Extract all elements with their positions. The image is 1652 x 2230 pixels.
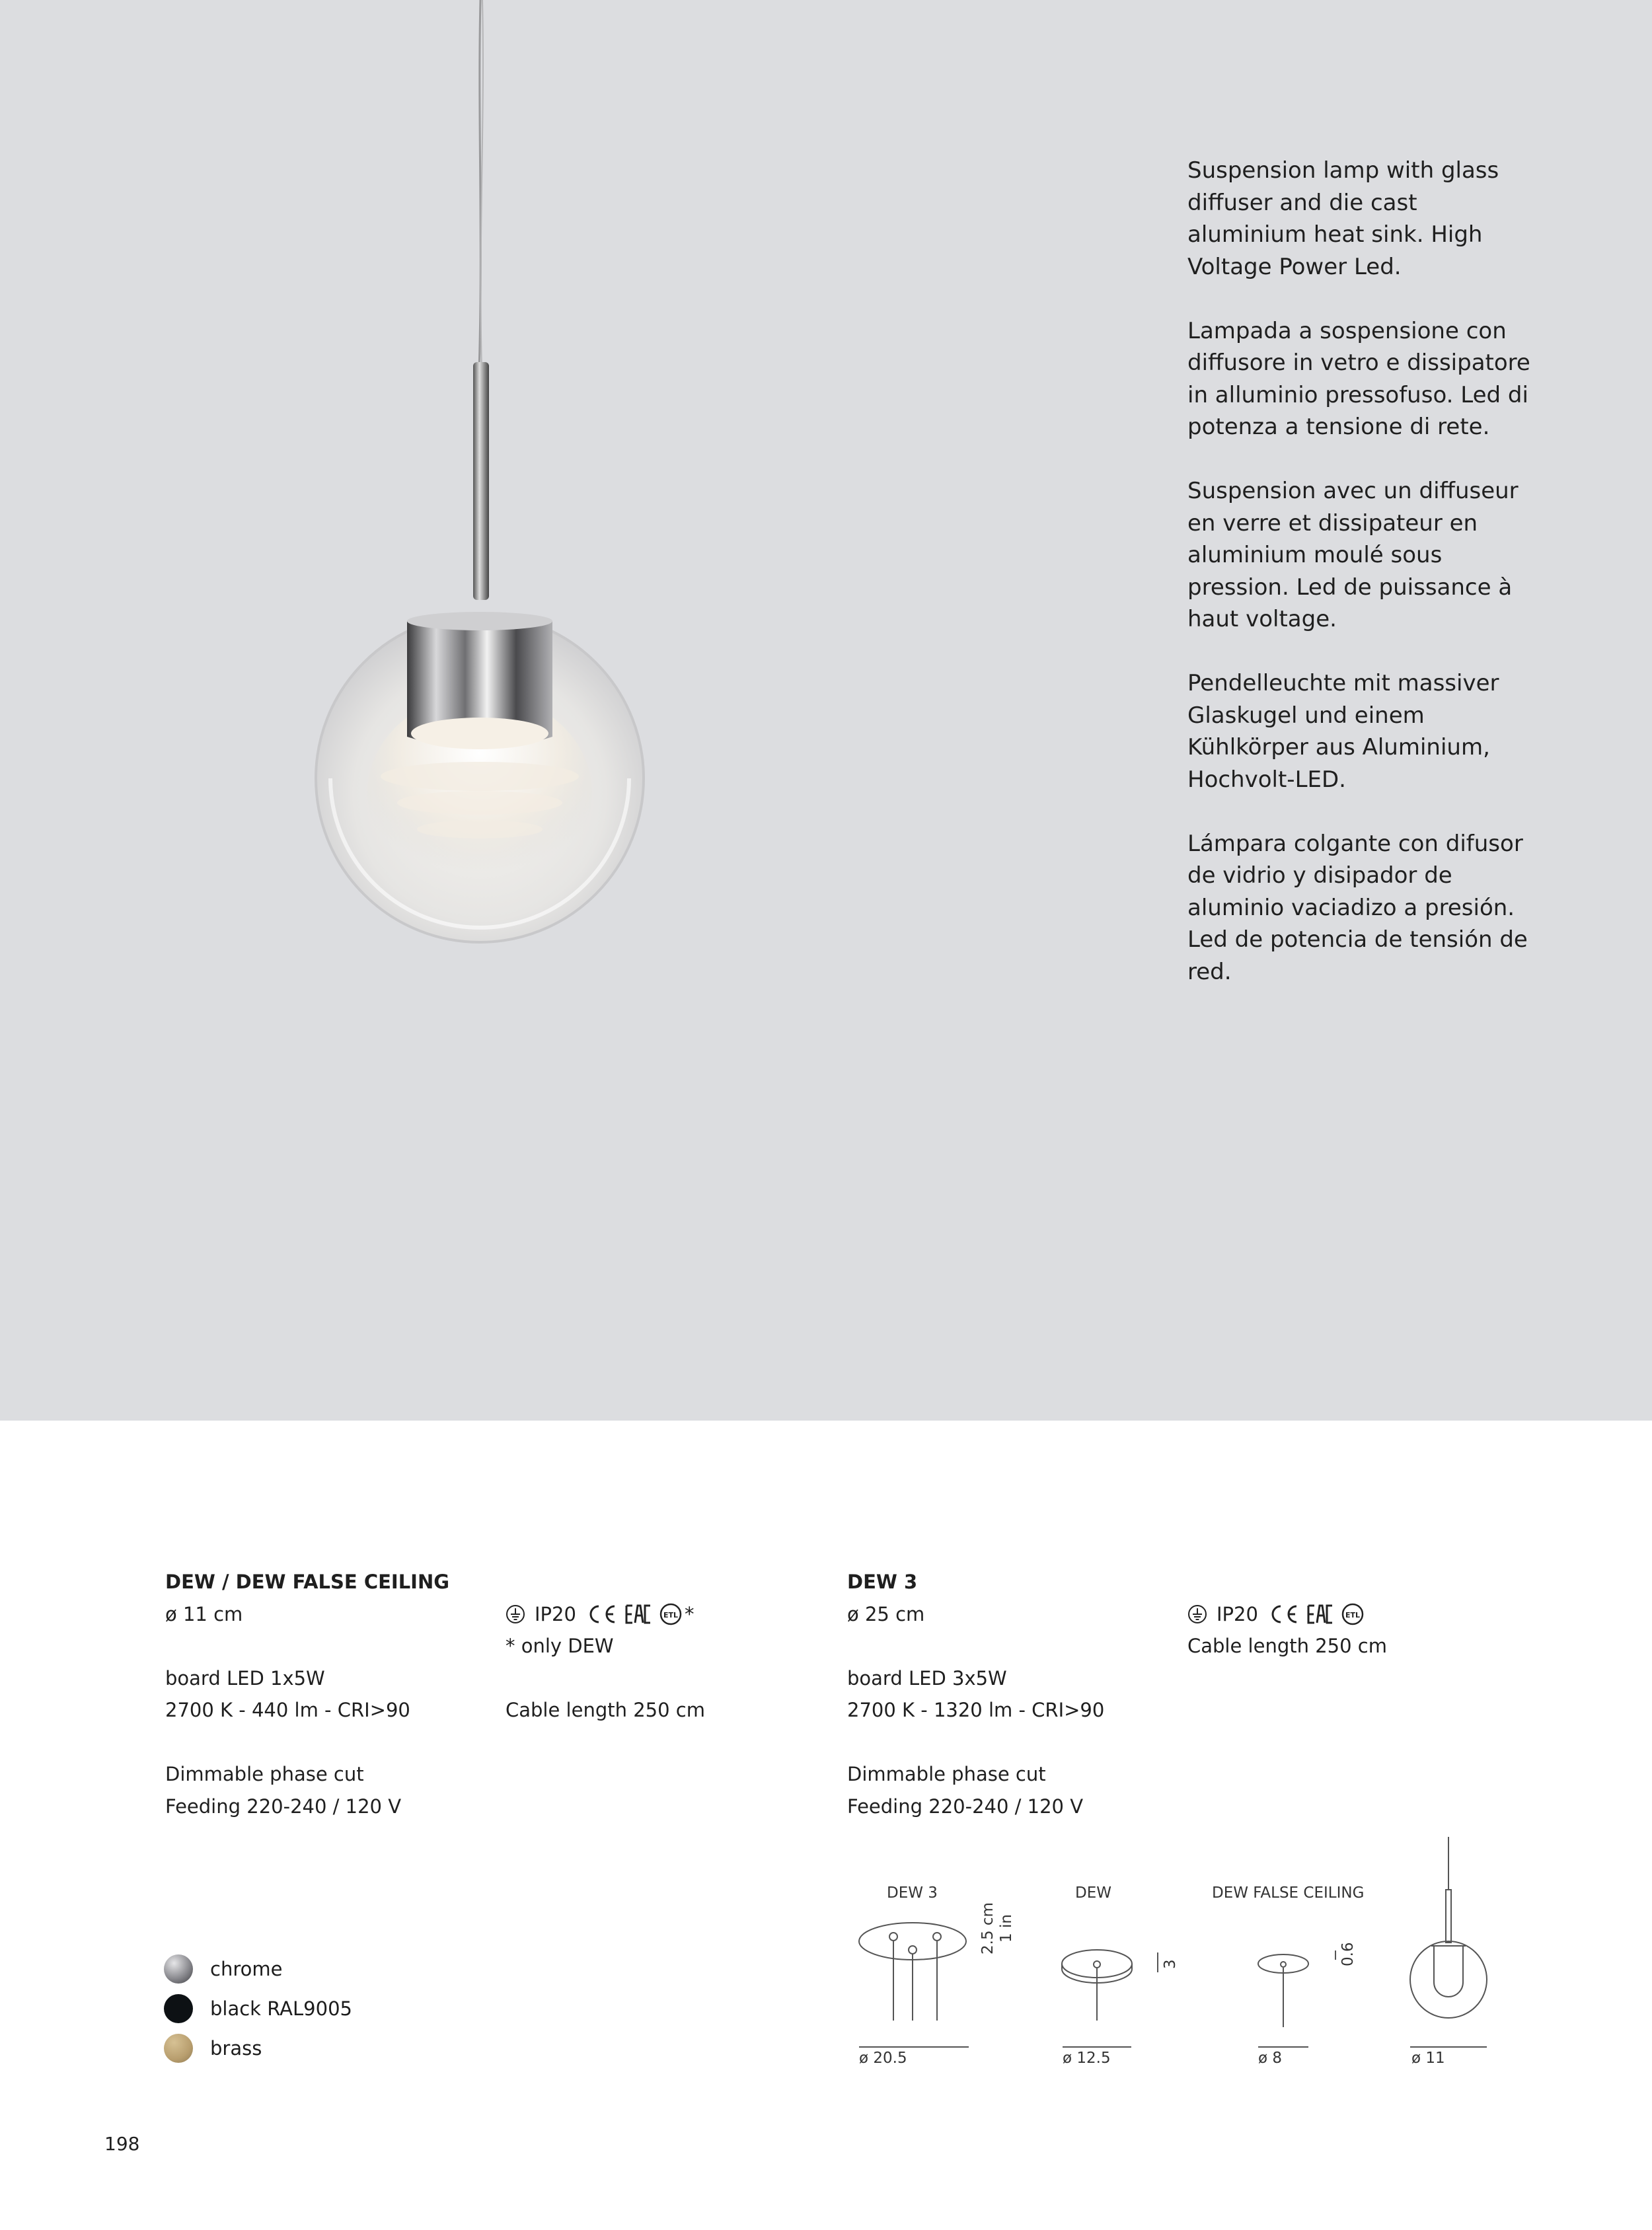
- eac-mark-icon: [625, 1604, 652, 1625]
- dew-dimming: Dimmable phase cut: [165, 1763, 364, 1785]
- dew3-diameter-dim: ø 20.5: [859, 2050, 907, 2067]
- lamp-stem: [473, 362, 489, 600]
- drawing-label-false-ceiling: DEW FALSE CEILING: [1212, 1884, 1365, 1902]
- dew3-feeding: Feeding 220-240 / 120 V: [847, 1795, 1084, 1818]
- ce-mark-icon: [585, 1604, 617, 1625]
- dew-cert-asterisk: *: [684, 1602, 695, 1625]
- earth-ground-icon: [506, 1604, 525, 1624]
- finish-label: brass: [210, 2037, 262, 2060]
- etl-listed-icon: [659, 1603, 682, 1625]
- ce-mark-icon: [1267, 1604, 1299, 1625]
- finish-label: black RAL9005: [210, 1997, 352, 2020]
- lamp-globe-outline: [1410, 1941, 1487, 2018]
- dew-height: 3: [1162, 1959, 1179, 1969]
- drawing-label-dew3: DEW 3: [887, 1884, 938, 1902]
- finish-black: [164, 1989, 352, 2028]
- technical-drawings: [839, 1837, 1500, 2075]
- dew3-led-specs: 2700 K - 1320 lm - CRI>90: [847, 1699, 1105, 1721]
- dew3-height-cm: 2.5 cm: [979, 1902, 996, 1954]
- dew3-led: board LED 3x5W: [847, 1666, 1007, 1690]
- false-ceiling-height: 0.6: [1339, 1942, 1357, 1966]
- dew-ip-rating: IP20: [535, 1602, 576, 1625]
- dew-feeding: Feeding 220-240 / 120 V: [165, 1795, 402, 1818]
- description-french: Suspension avec un diffuseur en verre et dissipateur en aluminium moulé sous pression. Led de puissance à haut voltage.: [1187, 478, 1519, 632]
- description-spanish: Lámpara colgante con difusor de vidrio y disipador de aluminio vaciadizo a presión. Led de potencia de tensión de red.: [1187, 830, 1528, 985]
- description-english: Suspension lamp with glass diffuser and die cast aluminium heat sink. High Voltage Power Led.: [1187, 157, 1499, 280]
- dew3-diameter: ø 25 cm: [847, 1602, 925, 1625]
- dew-diameter: ø 11 cm: [165, 1602, 243, 1625]
- svg-text:ETL: ETL: [1345, 1610, 1360, 1619]
- finish-label: chrome: [210, 1958, 283, 1980]
- dew-pendant-lamp-photo: [278, 0, 687, 958]
- black-swatch: [164, 1994, 193, 2023]
- dew-diameter-dim: ø 12.5: [1063, 2050, 1111, 2067]
- dew-led-specs: 2700 K - 440 lm - CRI>90: [165, 1699, 410, 1721]
- false-ceiling-diameter-dim: ø 8: [1258, 2050, 1283, 2067]
- drawing-label-dew: DEW: [1075, 1884, 1111, 1902]
- finish-chrome: [164, 1949, 352, 1989]
- dew-title: DEW / DEW FALSE CEILING: [165, 1571, 450, 1593]
- dew3-cable-length: Cable length 250 cm: [1187, 1635, 1387, 1657]
- finish-options: [164, 1949, 352, 2068]
- dew-specs: [165, 1566, 482, 1822]
- dew-led: board LED 1x5W: [165, 1666, 325, 1690]
- dew3-title: DEW 3: [847, 1571, 918, 1593]
- eac-mark-icon: [1307, 1604, 1333, 1625]
- description-german: Pendelleuchte mit massiver Glaskugel und einem Kühlkörper aus Aluminium, Hochvolt-LED.: [1187, 670, 1499, 793]
- product-description: [1187, 155, 1531, 1020]
- dew3-dimming: Dimmable phase cut: [847, 1763, 1046, 1785]
- lamp-stem-outline: [1446, 1890, 1451, 1943]
- dew-cert-note: * only DEW: [506, 1635, 614, 1657]
- chrome-swatch: [164, 1954, 193, 1984]
- technical-drawing-lines: [839, 1837, 1500, 2075]
- dew3-specs: [847, 1566, 1164, 1822]
- page-number: 198: [104, 2133, 140, 2155]
- description-italian: Lampada a sospensione con diffusore in vetro e dissipatore in alluminio pressofuso. Led di potenza a tensione di rete.: [1187, 317, 1530, 440]
- dew-cable-length: Cable length 250 cm: [506, 1699, 705, 1721]
- dew3-ip-rating: IP20: [1217, 1602, 1258, 1625]
- brass-swatch: [164, 2034, 193, 2063]
- etl-listed-icon: [1341, 1603, 1364, 1625]
- lamp-diameter-dim: ø 11: [1411, 2050, 1445, 2067]
- earth-ground-icon: [1187, 1604, 1207, 1624]
- svg-text:ETL: ETL: [663, 1610, 678, 1619]
- dew-certifications: [506, 1566, 783, 1727]
- dew3-certifications: [1187, 1566, 1485, 1662]
- dew3-height-in: 1 in: [998, 1914, 1015, 1943]
- finish-brass: [164, 2028, 352, 2068]
